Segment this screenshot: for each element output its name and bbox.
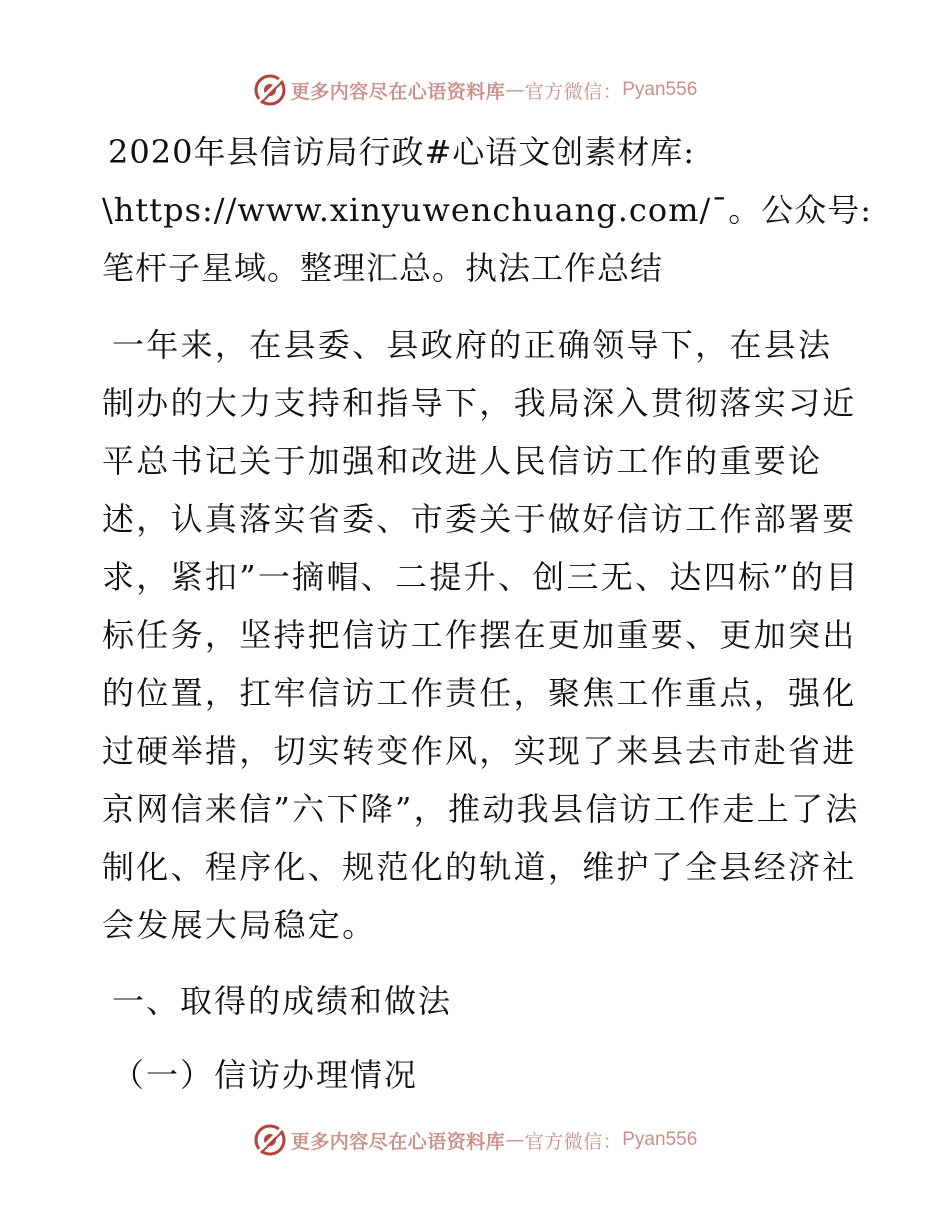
watermark-wechat-id: Pyan556 <box>622 1129 698 1150</box>
watermark-dash: — <box>505 1129 525 1151</box>
title-line-3: 笔杆子星域。整理汇总。执法工作总结 <box>102 249 664 287</box>
watermark-dash: — <box>505 79 525 101</box>
subsection-heading: （一）信访办理情况 <box>112 1056 419 1094</box>
watermark-wechat-label: 官方微信： <box>524 1130 623 1153</box>
section-heading: 一、取得的成绩和做法 <box>112 982 453 1020</box>
watermark-wechat-id: Pyan556 <box>622 79 698 100</box>
title-line-2: \https://www.xinyuwenchuang.com/¯。公众号: <box>102 191 873 229</box>
footer-watermark <box>0 1120 950 1160</box>
brand-logo-icon <box>253 73 287 107</box>
watermark-wechat-label: 官方微信： <box>524 80 623 103</box>
title-line-1: 2020年县信访局行政#心语文创素材库: <box>108 133 696 171</box>
header-watermark <box>0 70 950 110</box>
watermark-text: 更多内容尽在心语资料库 <box>290 80 506 103</box>
watermark-text: 更多内容尽在心语资料库 <box>290 1130 506 1153</box>
brand-logo-icon <box>253 1123 287 1157</box>
document-body <box>102 123 873 1104</box>
body-paragraph: 一年来，在县委、县政府的正确领导下，在县法制办的大力支持和指导下，我局深入贯彻落实习近平总书记关于加强和改进人民信访工作的重要论述，认真落实省委、市委关于做好信访工作部署要求，紧扣”一摘帽、二提升、创三无、达四标”的目标任务，坚持把信访工作摆在更加重要、更加突出的位置，扛牢信访工作责任，聚焦工作重点，强化过硬举措，切实转变作风，实现了来县去市赴省进京网信来信”六下降”，推动我县信访工作走上了法制化、程序化、规范化的轨道，维护了全县经济社会发展大局稳定。 <box>102 326 860 944</box>
